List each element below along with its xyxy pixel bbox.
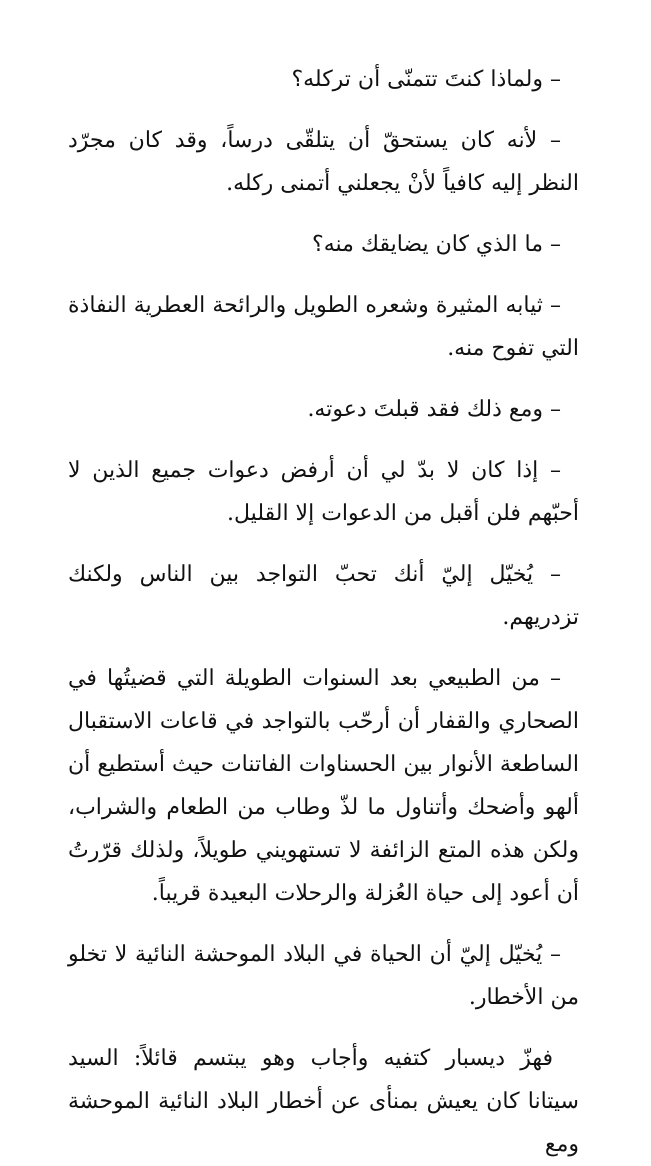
dialogue-paragraph: – لأنه كان يستحقّ أن يتلقّى درساً، وقد كان مجرّد النظر إليه كافياً لأنْ يجعلني أتمنى ركله. [68, 128, 579, 196]
dialogue-paragraph: – ولماذا كنتَ تتمنّى أن تركله؟ [291, 67, 561, 92]
narration-paragraph: فهزّ ديسبار كتفيه وأجاب وهو يبتسم قائلاً: السيد سيتانا كان يعيش بمنأى عن أخطار البلاد النائية الموحشة ومع [68, 1046, 579, 1157]
dialogue-paragraph: – من الطبيعي بعد السنوات الطويلة التي قضيتُها في الصحاري والقفار أن أرحّب بالتواجد في قاعات الاستقبال الساطعة الأنوار بين الحسناوات الفاتنات حيث أستطيع أن ألهو وأضحك وأتناول ما لذّ وطاب من الطعام والشراب، ولكن هذه المتع الزائفة لا تستهويني طويلاً، ولذلك قرّرتُ أن أعود إلى حياة العُزلة والرحلات البعيدة قريباً. [68, 666, 579, 906]
dialogue-paragraph: – يُخيّل إليّ أن الحياة في البلاد الموحشة النائية لا تخلو من الأخطار. [68, 942, 579, 1010]
dialogue-paragraph: – ومع ذلك فقد قبلتَ دعوته. [307, 397, 561, 422]
dialogue-paragraph: – إذا كان لا بدّ لي أن أرفض دعوات جميع الذين لا أحبّهم فلن أقبل من الدعوات إلا القليل. [68, 458, 579, 526]
dialogue-paragraph: – ثيابه المثيرة وشعره الطويل والرائحة العطرية النفاذة التي تفوح منه. [68, 293, 579, 361]
dialogue-paragraph: – يُخيّل إليّ أنك تحبّ التواجد بين الناس ولكنك تزدريهم. [68, 562, 579, 630]
dialogue-paragraph: – ما الذي كان يضايقك منه؟ [312, 232, 561, 257]
